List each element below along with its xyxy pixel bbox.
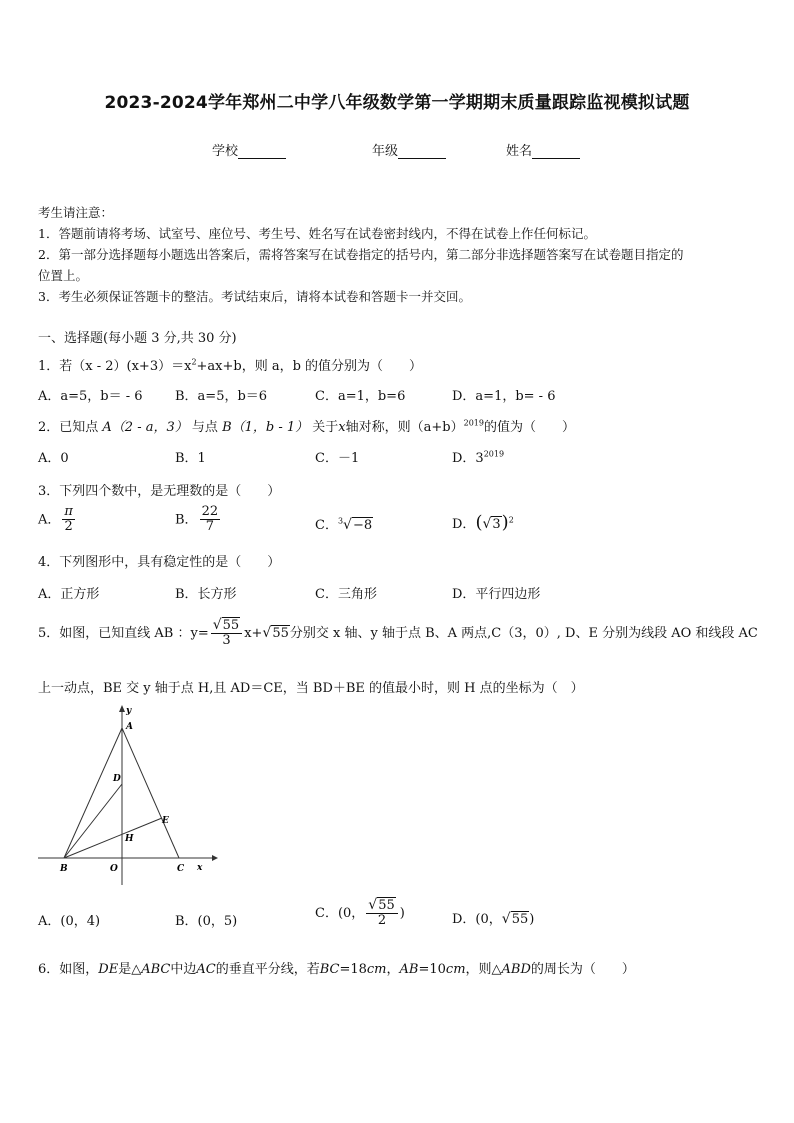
q3-a-num: π	[64, 504, 73, 519]
right-paren-icon: )	[501, 512, 509, 533]
q1-text: 1．若（x - 2）(x+3）＝x	[38, 359, 192, 374]
q5-option-b[interactable]: B．(0，5)	[175, 914, 238, 929]
label-o: O	[110, 864, 118, 874]
q6-unit: cm	[445, 962, 466, 977]
q3-b-num: 22	[201, 504, 219, 519]
q5-frac-num: 55	[222, 618, 240, 633]
q3-option-a[interactable]	[38, 505, 77, 535]
q5-option-a[interactable]: A．(0，4)	[38, 914, 101, 929]
q6-var: DE	[98, 962, 119, 977]
q6-text: ，则△	[465, 962, 502, 977]
q1-option-a[interactable]: A．a=5，b＝ - 6	[38, 389, 143, 404]
q5-text: x+	[244, 625, 263, 641]
q3-d-sup: 2	[508, 515, 514, 525]
notice-item: 2．第一部分选择题每小题选出答案后，需将答案写在试卷指定的括号内，第二部分非选择题答案写在试卷题目指定的	[38, 247, 684, 262]
name-blank[interactable]	[532, 146, 580, 159]
school-blank[interactable]	[238, 146, 286, 159]
notice-item: 1．答题前请将考场、试室号、座位号、考生号、姓名写在试卷密封线内，不得在试卷上作任何标记。	[38, 226, 596, 241]
y-axis-arrow-icon	[119, 705, 125, 712]
q2-opt-d-sup: 2019	[483, 449, 505, 459]
q4-option-d[interactable]: D．平行四边形	[452, 587, 541, 602]
q5-text: 分别交 x 轴、y 轴于点 B、A 两点,C（3，0）, D、E 分别为线段 AO 和线段 AC	[289, 625, 758, 641]
label-a: A	[126, 722, 133, 732]
page-title: 2023-2024学年郑州二中学八年级数学第一学期期末质量跟踪监视模拟试题	[104, 93, 690, 113]
q5-figure	[34, 700, 224, 890]
question-3-stem: 3．下列四个数中，是无理数的是（ ）	[38, 484, 281, 499]
question-5-stem	[38, 618, 758, 649]
q6-var: AC	[196, 962, 216, 977]
q5-option-d[interactable]	[452, 908, 534, 927]
radical-icon: √	[501, 911, 511, 927]
q3-a-label: A．	[38, 512, 61, 528]
q6-var: BC	[319, 962, 340, 977]
notice-item: 3．考生必须保证答题卡的整洁。考试结束后，请将本试卷和答题卡一并交回。	[38, 289, 471, 304]
q1-text: +ax+b，则 a，b 的值分别为（ ）	[196, 359, 423, 374]
q2-option-c[interactable]: C．－1	[315, 451, 360, 466]
q5-c-num: 55	[378, 898, 395, 913]
q5-text: 5．如图，已知直线 AB ：y=	[38, 625, 209, 641]
q3-option-b[interactable]	[175, 505, 222, 535]
q6-text: 的周长为（ ）	[530, 962, 635, 977]
grade-field	[372, 140, 446, 159]
q3-b-label: B．	[175, 512, 198, 528]
q2-text: 与点	[191, 420, 218, 435]
q5-option-c[interactable]	[315, 898, 405, 929]
q2-sup: 2019	[463, 418, 484, 428]
q2-point-b: B（1，b - 1）	[222, 420, 309, 435]
radical-icon: √	[212, 617, 222, 633]
q5-d-radicand: 55	[511, 912, 529, 927]
label-x: x	[197, 863, 203, 873]
label-b: B	[60, 864, 68, 874]
question-6-stem	[38, 958, 635, 977]
school-label: 学校	[212, 144, 239, 159]
q1-option-d[interactable]: D．a=1，b= - 6	[452, 389, 556, 404]
q4-option-c[interactable]: C．三角形	[315, 587, 377, 602]
question-4-stem: 4．下列图形中，具有稳定性的是（ ）	[38, 555, 281, 570]
q2-option-b[interactable]: B．1	[175, 451, 206, 466]
q5-radicand: 55	[272, 625, 289, 641]
grade-blank[interactable]	[398, 146, 446, 159]
question-1-stem	[38, 355, 422, 374]
name-label: 姓名	[506, 144, 533, 159]
label-e: E	[162, 816, 169, 826]
q2-text: 关于	[312, 420, 339, 435]
radical-icon: √	[368, 897, 378, 913]
q3-a-den: 2	[64, 519, 73, 535]
q5-d-text: D．(0，	[452, 912, 502, 927]
q6-text: 6．如图，	[38, 962, 99, 977]
q2-option-a[interactable]: A．0	[38, 451, 69, 466]
q3-c-radicand: −8	[352, 518, 373, 533]
segment-ab	[64, 728, 122, 858]
radical-icon: √	[482, 516, 492, 532]
q6-text: =18	[339, 962, 367, 977]
question-5-line2: 上一动点，BE 交 y 轴于点 H,且 AD＝CE，当 BD＋BE 的值最小时，则 H 点的坐标为（ ）	[38, 681, 584, 696]
question-2-stem	[38, 416, 575, 435]
q6-text: =10	[418, 962, 446, 977]
q3-c-label: C．	[315, 518, 338, 533]
q2-text: 2．已知点	[38, 420, 99, 435]
segment-bd	[64, 784, 122, 858]
x-axis-arrow-icon	[212, 855, 218, 861]
q3-d-label: D．	[452, 517, 476, 532]
q6-text: 的垂直平分线，若	[215, 962, 320, 977]
q6-unit: cm	[366, 962, 387, 977]
q2-point-a: A（2 - a，3）	[102, 420, 188, 435]
q6-text: 中边	[170, 962, 197, 977]
label-c: C	[177, 864, 185, 874]
q1-option-c[interactable]: C．a=1，b=6	[315, 389, 406, 404]
label-d: D	[113, 774, 121, 784]
name-field	[506, 140, 580, 159]
q3-d-radicand: 3	[492, 517, 501, 532]
notice-heading: 考生请注意：	[38, 205, 114, 220]
q5-c-text: )	[399, 905, 405, 921]
section-heading: 一、选择题(每小题 3 分,共 30 分)	[38, 331, 237, 346]
q3-b-den: 7	[205, 519, 214, 535]
q6-var: ABD	[501, 962, 531, 977]
grade-label: 年级	[372, 144, 399, 159]
q6-text: 是△	[118, 962, 142, 977]
q1-option-b[interactable]: B．a=5，b＝6	[175, 389, 268, 404]
radical-icon: √	[343, 517, 352, 533]
q5-c-text: C．(0，	[315, 905, 365, 921]
notice-item: 位置上。	[38, 268, 89, 283]
q6-var: ABC	[141, 962, 171, 977]
q6-var: AB	[399, 962, 419, 977]
label-h: H	[125, 834, 134, 844]
q4-option-b[interactable]: B．长方形	[175, 587, 237, 602]
q2-option-d[interactable]	[452, 447, 504, 466]
left-paren-icon: (	[475, 512, 483, 533]
q6-text: ，	[386, 962, 400, 977]
q3-option-c[interactable]	[315, 514, 373, 533]
q2-text: 的值为（ ）	[483, 420, 575, 435]
q4-option-a[interactable]: A．正方形	[38, 587, 100, 602]
q5-c-den: 2	[377, 913, 387, 929]
school-field	[212, 140, 286, 159]
q2-opt-d-text: D．3	[452, 451, 484, 466]
radical-icon: √	[262, 624, 272, 641]
q3-c-index: 3	[337, 516, 344, 526]
q3-option-d[interactable]	[452, 512, 514, 533]
q5-d-text: )	[529, 912, 535, 927]
q1-sup: 2	[191, 357, 197, 367]
q2-axis: x	[338, 420, 346, 435]
label-y: y	[126, 706, 132, 716]
q5-frac-den: 3	[222, 633, 231, 649]
q2-text: 轴对称，则（a+b）	[345, 420, 464, 435]
